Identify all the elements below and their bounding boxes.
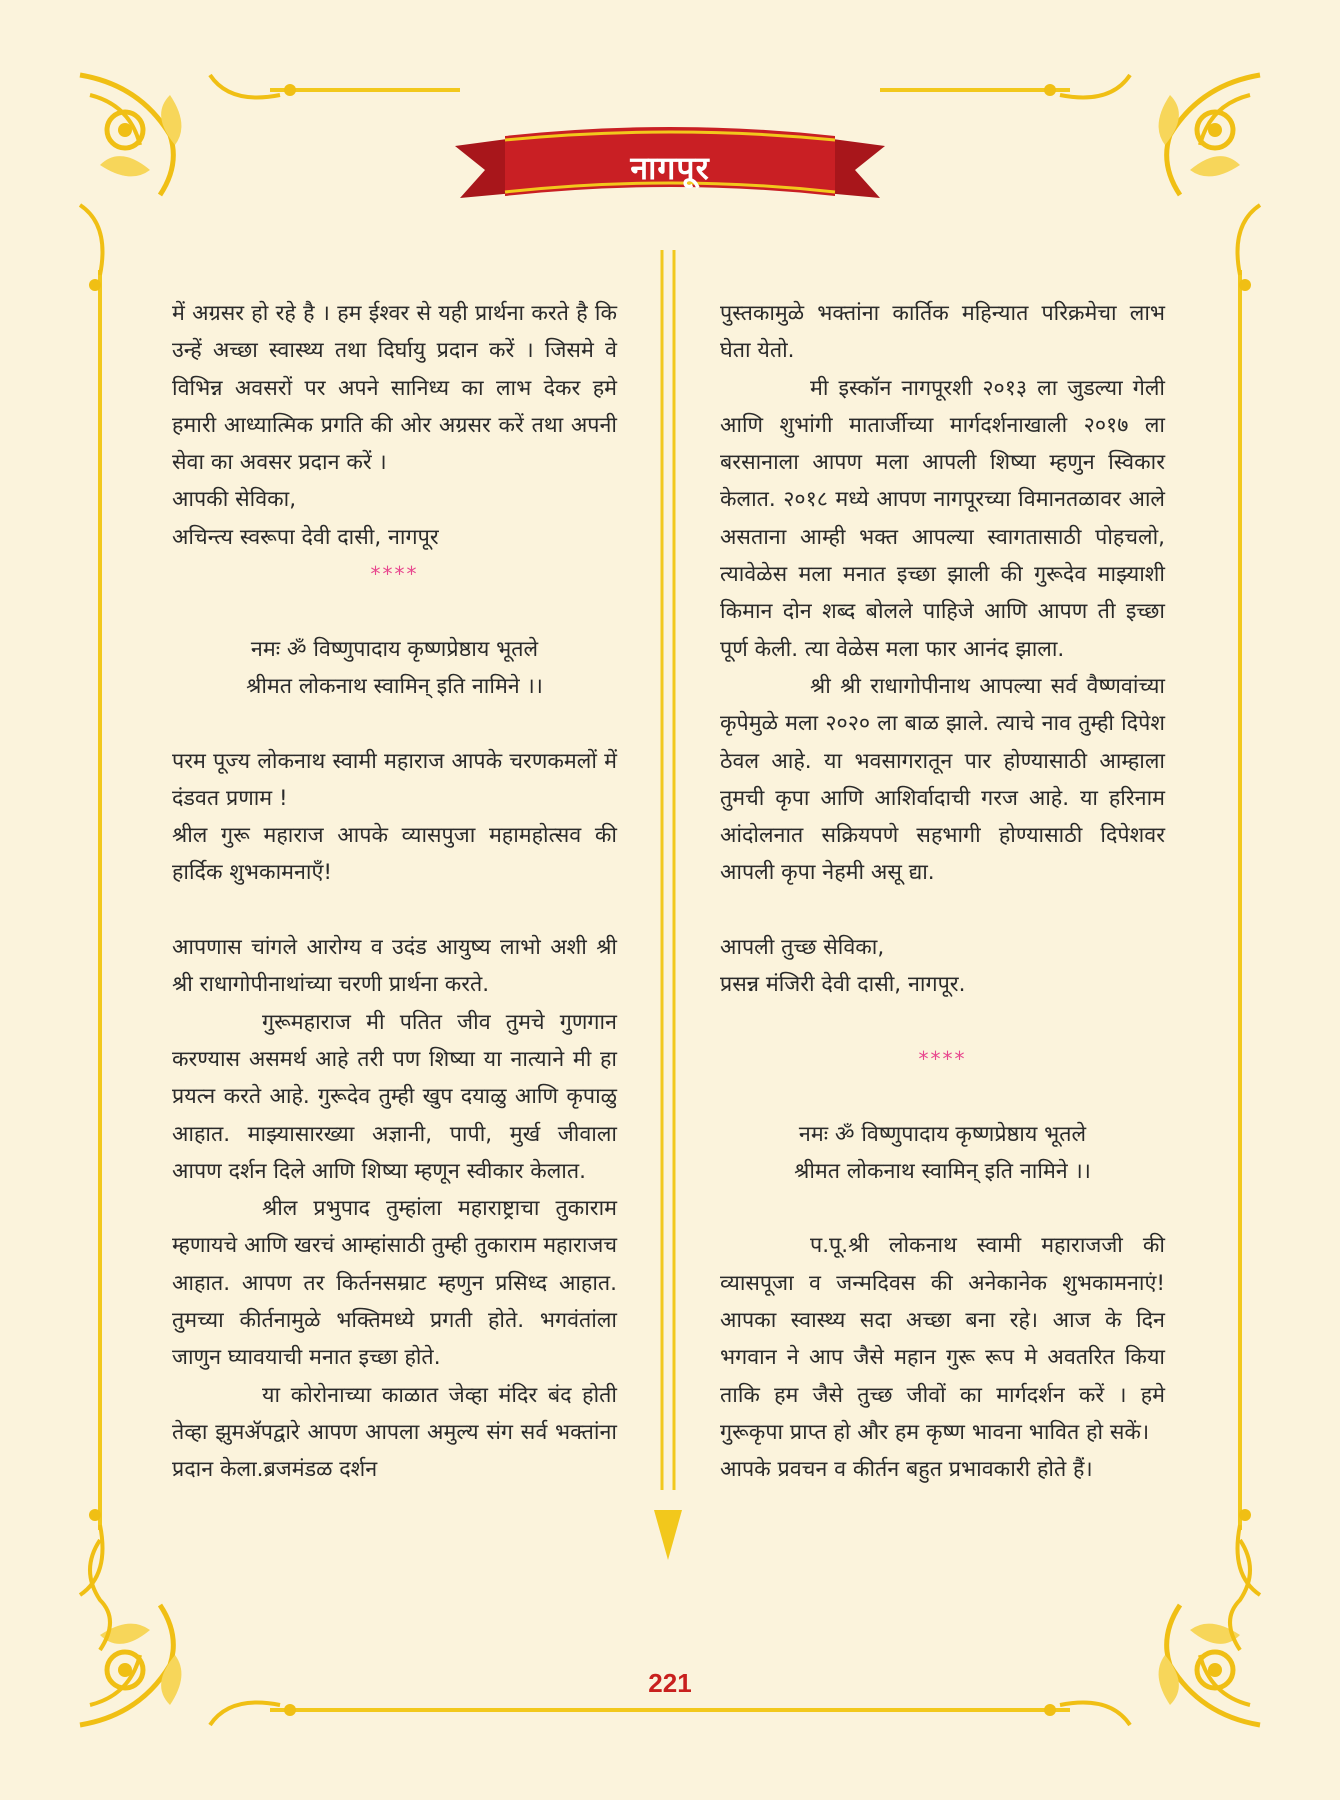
spacer (172, 892, 617, 929)
ribbon-banner (455, 118, 885, 228)
left-column (172, 295, 617, 1489)
paragraph: गुरूमहाराज मी पतित जीव तुमचे गुणगान करण्यास असमर्थ आहे तरी पण शिष्या या नात्याने मी हा प्रयत्न करते आहे. गुरूदेव तुम्ही खुप दयाळु आणि कृपाळु आहात. माझ्यासारख्या अज्ञानी, पापी, मुर्ख जीवाला आपण दर्शन दिले आणि शिष्या म्हणून स्वीकार केलात. (172, 1009, 617, 1184)
paragraph: आपके प्रवचन व कीर्तन बहुत प्रभावकारी होते हैं। (720, 1457, 1093, 1483)
mantra-line: श्रीमत लोकनाथ स्वामिन् इति नामिने ।। (246, 673, 543, 699)
mantra-line: श्रीमत लोकनाथ स्वामिन् इति नामिने ।। (794, 1158, 1091, 1184)
paragraph: पुस्तकामुळे भक्तांना कार्तिक महिन्यात परिक्रमेचा लाभ घेता येतो. (720, 301, 1165, 364)
spacer (720, 1078, 1165, 1115)
floral-corner-ornament-icon (1044, 75, 1260, 291)
signature-name: अचिन्त्य स्वरूपा देवी दासी, नागपूर (172, 524, 439, 550)
right-column (720, 295, 1165, 1489)
mantra-line: नमः ॐ विष्णुपादाय कृष्णप्रेष्ठाय भूतले (250, 636, 539, 662)
spacer (720, 1004, 1165, 1041)
signature-line: आपली तुच्छ सेविका, (720, 935, 885, 961)
paragraph: श्रील प्रभुपाद तुम्हांला महाराष्ट्राचा तुकाराम म्हणायचे आणि खरचं आम्हांसाठी तुम्ही तुकाराम महाराजच आहात. आपण तर किर्तनसम्राट म्हणुन प्रसिध्द आहात. तुमच्या कीर्तनामुळे भक्तिमध्ये प्रगती होते. भगवंतांला जाणुन घ्यावयाची मनात इच्छा होते. (172, 1196, 617, 1371)
spacer (720, 892, 1165, 929)
section-separator: **** (370, 562, 419, 587)
mantra-line: नमः ॐ विष्णुपादाय कृष्णप्रेष्ठाय भूतले (798, 1121, 1087, 1147)
signature-line: आपकी सेविका, (172, 487, 297, 513)
paragraph: प.पू.श्री लोकनाथ स्वामी महाराजजी की व्यासपूजा व जन्मदिवस की अनेकानेक शुभकामनाएं! आपका स्वास्थ्य सदा अच्छा बना रहे। आज के दिन भगवान ने आप जैसे महान गुरू रूप मे अवतरित किया ताकि हम जैसे तुच्छ जीवों का मार्गदर्शन करें । हमे गुरूकृपा प्राप्त हो और हम कृष्ण भावना भावित हो सकें। (720, 1233, 1165, 1445)
paragraph: परम पूज्य लोकनाथ स्वामी महाराज आपके चरणकमलों में दंडवत प्रणाम ! (172, 748, 617, 811)
page-title: नागपूर (630, 149, 710, 187)
paragraph: श्री श्री राधागोपीनाथ आपल्या सर्व वैष्णवांच्या कृपेमुळे मला २०२० ला बाळ झाले. त्याचे नाव तुम्ही दिपेश ठेवल आहे. या भवसागरातून पार होण्यासाठी आम्हाला तुमची कृपा आणि आशिर्वादाची गरज आहे. या हरिनाम आंदोलनात सक्रियपणे सहभागी होण्यासाठी दिपेशवर आपली कृपा नेहमी असू द्या. (720, 673, 1165, 886)
floral-corner-ornament-icon (80, 75, 296, 291)
paragraph: आपणास चांगले आरोग्य व उदंड आयुष्य लाभो अशी श्री श्री राधागोपीनाथांच्या चरणी प्रार्थना करते. (172, 935, 617, 998)
paragraph: या कोरोनाच्या काळात जेव्हा मंदिर बंद होती तेव्हा झुमॲपद्वारे आपण आपला अमुल्य संग सर्व भक्तांना प्रदान केला.ब्रजमंडळ दर्शन (172, 1382, 617, 1483)
paragraph: श्रील गुरू महाराज आपके व्यासपुजा महामहोत्सव की हार्दिक शुभकामनाएँ! (172, 823, 617, 886)
column-divider-icon (648, 250, 688, 1600)
paragraph: में अग्रसर हो रहे है । हम ईश्वर से यही प्रार्थना करते है कि उन्हें अच्छा स्वास्थ्य तथा दिर्घायु प्रदान करें । जिसमे वे विभिन्न अवसरों पर अपने सानिध्य का लाभ देकर हमे हमारी आध्यात्मिक प्रगति की ओर अग्रसर करें तथा अपनी सेवा का अवसर प्रदान करें । (172, 301, 617, 476)
paragraph: मी इस्कॉन नागपूरशी २०१३ ला जुडल्या गेली आणि शुभांगी मातार्जीच्या मार्गदर्शनाखाली २०१७ ला बरसानाला आपण मला आपली शिष्या म्हणुन स्विकार केलात. २०१८ मध्ये आपण नागपूरच्या विमानतळावर आले असताना आम्ही भक्त आपल्या स्वागतासाठी पोहचलो, त्यावेळेस मला मनात इच्छा झाली की गुरूदेव माझ्याशी किमान दोन शब्द बोलले पाहिजे आणि आपण ती इच्छा पूर्ण केली. त्या वेळेस मला फार आनंद झाला. (720, 375, 1165, 662)
section-separator: **** (918, 1046, 967, 1071)
spacer (720, 1190, 1165, 1227)
spacer (172, 593, 617, 630)
signature-name: प्रसन्न मंजिरी देवी दासी, नागपूर. (720, 972, 966, 998)
page-number: 221 (648, 1668, 692, 1698)
spacer (172, 705, 617, 742)
